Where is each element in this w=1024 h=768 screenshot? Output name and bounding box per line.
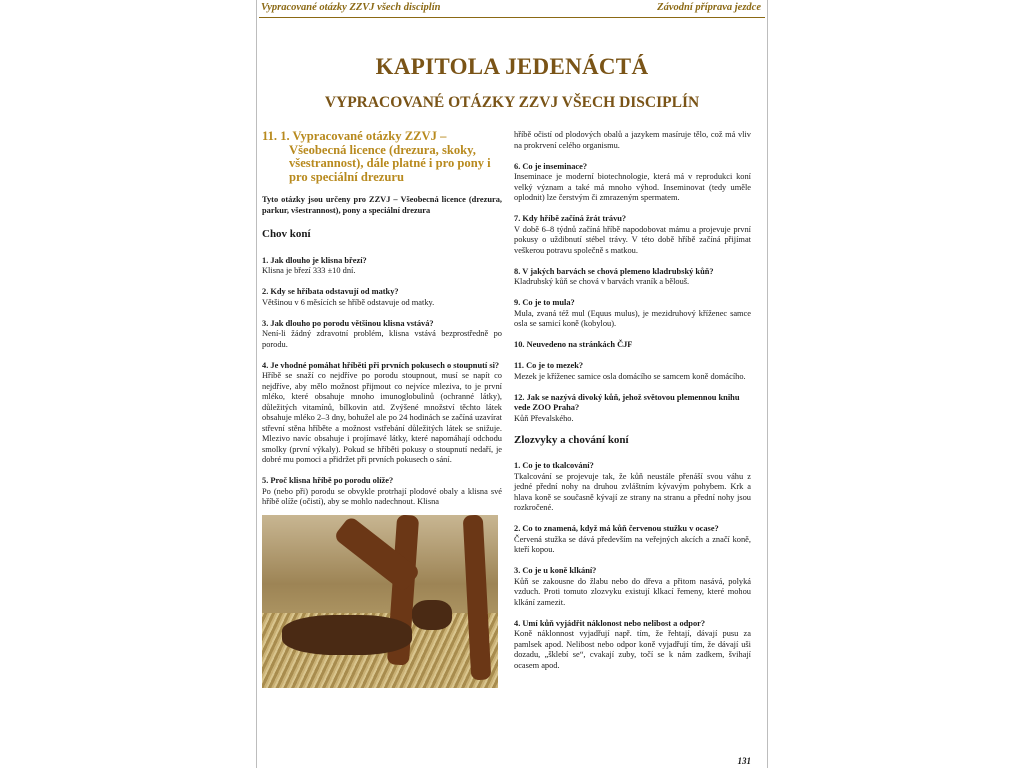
- question-text: 4. Je vhodné pomáhat hříběti při prvních pokusech o stoupnutí si?: [262, 360, 500, 370]
- answer-text: V době 6–8 týdnů začíná hříbě napodobovat mámu a projevuje první pokusy o uždibnutí stébel trávy. V této době hříbě začíná přijímat veškerou potravu společně s matkou.: [514, 224, 751, 255]
- question-text: 11. Co je to mezek?: [514, 361, 584, 370]
- question-text: 5. Proč klisna hříbě po porodu olíže?: [262, 476, 394, 485]
- continued-answer: hříbě očistí od plodových obalů a jazykem masíruje tělo, což má vliv na prokrvení celého organismu.: [514, 130, 751, 150]
- question-item: [514, 214, 751, 256]
- question-item: [514, 461, 751, 514]
- answer-text: Kůň se zakousne do žlabu nebo do dřeva a přitom nasává, polyká vzduch. Proti tomuto zlozvyku existují klkací řemeny, které mohou klkání zamezit.: [514, 576, 751, 607]
- answer-text: Koně náklonnost vyjadřují např. tím, že řehtají, dávají pusu za pamlsek apod. Nelibost nebo odpor koně vyjadřují tím, že dávají uši dozadu, „šklebí se“, cvakají zuby, točí se k nám zadkem, švihají ocasem apod.: [514, 629, 751, 670]
- answer-text: Tkalcování se projevuje tak, že kůň neustále přenáší svou váhu z jedné přední nohy na druhou zvláštním kývavým pohybem. Krk a hlava koně se současně kývají ze strany na stranu a přední nohy jsou rozkročené.: [514, 471, 751, 512]
- question-text: 12. Jak se nazývá divoký kůň, jehož světovou plemennou knihu vede ZOO Praha?: [514, 392, 740, 412]
- question-item: [514, 361, 751, 382]
- answer-text: Kůň Převalského.: [514, 413, 574, 423]
- answer-text: Inseminace je moderní biotechnologie, která má v reprodukci koní velký význam a také má mnoho výhod. Inseminovat (tedy uměle oplodnit) lze čerstvým či zmrazeným spermatem.: [514, 172, 751, 202]
- answer-text: Není-li žádný zdravotní problém, klisna vstává bezprostředně po porodu.: [262, 329, 502, 349]
- question-text: 7. Kdy hříbě začíná žrát trávu?: [514, 214, 627, 223]
- question-item: [262, 361, 502, 466]
- question-item: [514, 393, 751, 425]
- right-column: [514, 130, 751, 682]
- chapter-subtitle: VYPRACOVANÉ OTÁZKY ZZVJ VŠECH DISCIPLÍN: [324, 94, 700, 111]
- question-item: [514, 524, 751, 556]
- answer-text: Kladrubský kůň se chová v barvách vraník a bělouš.: [514, 277, 690, 286]
- answer-text: Klisna je březí 333 ±10 dní.: [262, 266, 356, 275]
- heading-chov-koni: Chov koní: [262, 228, 311, 240]
- answer-text: Po (nebo při) porodu se obvykle protrhají plodové obaly a klisna své hříbě olíže (očistí), aby se mohlo nadechnout. Klisna: [262, 486, 502, 506]
- answer-text: Většinou v 6 měsících se hříbě odstavuje od matky.: [262, 297, 435, 307]
- question-text: 8. V jakých barvách se chová plemeno kladrubský kůň?: [514, 266, 714, 276]
- question-text: 6. Co je inseminace?: [514, 161, 588, 171]
- answer-text: Mula, zvaná též mul (Equus mulus), je mezidruhový kříženec samce osla se samicí koně (kobylou).: [514, 308, 751, 328]
- mare-and-foal-photo: [262, 515, 498, 688]
- question-item: [514, 340, 751, 351]
- question-text: 4. Umí kůň vyjádřit náklonost nebo nelibost a odpor?: [514, 618, 706, 628]
- answer-text: Červená stužka se dává především na veřejných akcích a značí koně, kteří kopou.: [514, 534, 751, 554]
- question-text: 1. Co je to tkalcování?: [514, 461, 594, 470]
- question-item: [514, 566, 751, 608]
- question-text: 1. Jak dlouho je klisna březí?: [262, 255, 367, 265]
- question-text: 10. Neuvedeno na stránkách ČJF: [514, 340, 633, 349]
- section-title: 11. 1. Vypracované otázky ZZVJ – Všeobecná licence (drezura, skoky, všestrannost), dále platné i pro pony i pro speciální drezuru: [262, 129, 491, 184]
- answer-text: Hříbě se snaží co nejdříve po porodu stoupnout, musí se napít co nejdříve, aby mělo možnost přijmout co nejvíce mleziva, to je první mléko, které obsahuje mnoho imunoglobulinů (ochranné látky), důležitých vitamínů, bílkovin atd. Zvýšené množství těchto látek obsahuje mléko 2–3 dny, bohužel ale po 24 hodinách se začíná uzavírat střevní stěna hříběte a možnost vstřebání důležitých látek se snižuje. Mlezivo navíc obsahuje i projímavé látky, které napomáhají odchodu smolky (první výkaly). Pokud se hříběti pokusy o stoupnutí nedaří, je dobré mu pomoci a přidržet při prvních pokusech o sání.: [262, 371, 502, 464]
- question-text: 3. Co je u koně klkání?: [514, 566, 597, 575]
- heading-zlozvyky: Zlozvyky a chování koní: [514, 433, 629, 446]
- left-column: [262, 130, 502, 688]
- foal: [282, 615, 412, 655]
- question-text: 3. Jak dlouho po porodu většinou klisna vstává?: [262, 318, 434, 328]
- answer-text: Mezek je kříženec samice osla domácího se samcem koně domácího.: [514, 371, 746, 381]
- question-item: [262, 287, 502, 308]
- question-item: [514, 298, 751, 330]
- question-text: 2. Co to znamená, když má kůň červenou stužku v ocase?: [514, 524, 719, 533]
- question-item: [262, 476, 502, 508]
- question-item: [514, 162, 751, 204]
- foal-head: [412, 600, 452, 630]
- question-item: [514, 619, 751, 672]
- question-item: [262, 256, 502, 277]
- question-text: 9. Co je to mula?: [514, 298, 575, 307]
- page-number: 131: [737, 756, 751, 766]
- question-item: [262, 319, 502, 351]
- question-text: 2. Kdy se hříbata odstavují od matky?: [262, 287, 399, 296]
- running-header-left: Vypracované otázky ZZVJ všech disciplín: [261, 2, 441, 13]
- book-page: [256, 0, 768, 768]
- section-intro: Tyto otázky jsou určeny pro ZZVJ – Všeobecná licence (drezura, parkur, všestrannost), pony a speciální drezura: [262, 195, 502, 215]
- header-rule: [259, 17, 765, 18]
- running-header-right: Závodní příprava jezdce: [657, 2, 761, 13]
- chapter-title: KAPITOLA JEDENÁCTÁ: [375, 54, 649, 79]
- question-item: [514, 267, 751, 288]
